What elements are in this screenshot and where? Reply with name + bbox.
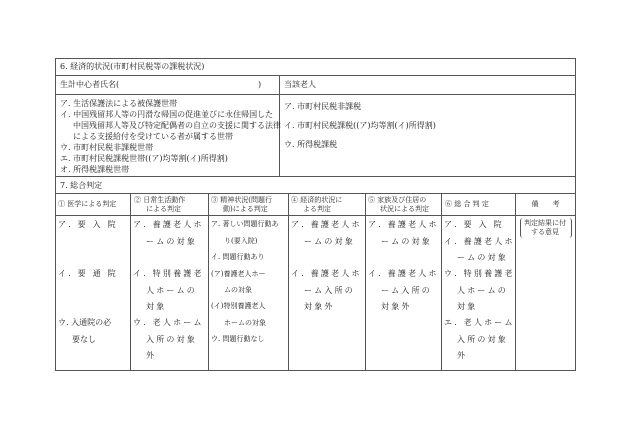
medical-option: ウ. 入通院の必 <box>58 318 112 327</box>
header-adl: ② 日常生活動作 <box>134 196 186 204</box>
economic-option: イ. 養護老人ホ <box>291 269 362 278</box>
economic-option-cont: ームの対象 <box>304 237 355 246</box>
rule <box>365 193 366 370</box>
rule <box>55 58 56 371</box>
family-option-cont: ームの対象 <box>381 237 432 246</box>
header-mental-sub: 動)による判定 <box>223 205 268 213</box>
target-label: 当該老人 <box>284 80 316 89</box>
overall-option-cont: ームの対象 <box>457 253 508 262</box>
mental-option-cont: (ア)養護老人ホー <box>211 270 266 278</box>
target-item: イ. 市町村民税課税((ア)均等割(イ)所得割) <box>284 121 436 130</box>
mental-option-cont: ホームの対象 <box>224 319 266 327</box>
target-item: ウ. 所得税課税 <box>284 140 338 149</box>
family-option-cont: 対象外 <box>381 302 412 311</box>
medical-option: イ. 要 通 院 <box>58 269 118 278</box>
rule <box>55 58 575 59</box>
rule <box>515 193 516 370</box>
adl-option-cont: 対象 <box>146 302 167 311</box>
rule <box>130 193 131 370</box>
family-option: イ. 養護老人ホ <box>368 269 439 278</box>
adl-option: ア. 養護老人ホ <box>133 220 204 229</box>
remarks-note: 判定結果に付 <box>524 219 566 227</box>
header-medical: ① 医学による判定 <box>58 200 117 208</box>
rule <box>55 94 575 95</box>
overall-option: ウ. 特別養護老 <box>444 269 515 278</box>
adl-option-cont: 外 <box>146 351 157 360</box>
adl-option: イ. 特別養護老 <box>133 269 204 278</box>
family-option: ア. 養護老人ホ <box>368 220 439 229</box>
overall-option-cont: 入所の対象 <box>457 335 508 344</box>
rule <box>55 370 575 371</box>
section7-title: 7. 総合判定 <box>60 181 103 190</box>
target-item: ア. 市町村民税非課税 <box>284 102 362 111</box>
overall-option-cont: 人ホームの <box>457 286 508 295</box>
mental-option-cont: り(要入院) <box>224 237 258 245</box>
header-overall: ⑥ 総 合 判 定 <box>445 200 489 208</box>
section6-title: 6. 経済的状況(市町村民税等の課税状況) <box>60 62 205 71</box>
header-economic: ④ 経済的状況に <box>291 196 343 204</box>
household-item: 中国残留邦人等及び特定配偶者の自立の支援に関する法律 <box>73 121 281 130</box>
mental-option: ア. 著しい問題行動あ <box>211 220 279 228</box>
overall-option: エ. 老人ホーム <box>444 318 515 327</box>
header-adl-sub: による判定 <box>146 205 181 213</box>
rule <box>55 176 575 177</box>
economic-option-cont: ーム入所の <box>304 286 355 295</box>
household-item: による支援給付を受けている者が属する世帯 <box>73 132 233 141</box>
overall-option-cont: 外 <box>457 351 468 360</box>
economic-option: ア. 養護老人ホ <box>291 220 362 229</box>
mental-option: イ. 問題行動あり <box>211 253 265 261</box>
mental-option: ウ. 問題行動なし <box>211 335 265 343</box>
mental-option-cont: (イ)特別養護老人 <box>211 302 266 310</box>
overall-option: イ. 養護老人ホ <box>444 237 515 246</box>
household-item: オ. 所得税課税世帯 <box>60 165 130 174</box>
header-remarks: 備 考 <box>531 200 560 208</box>
rule <box>575 58 576 371</box>
header-economic-sub: よる判定 <box>303 205 331 213</box>
householder-label: 生計中心者氏名( <box>60 80 120 89</box>
adl-option-cont: 入所の対象 <box>146 335 197 344</box>
rule <box>55 215 575 216</box>
remarks-note: する意見 <box>531 228 559 236</box>
rule <box>208 193 209 370</box>
header-family: ⑤ 家族及び住居の <box>368 196 427 204</box>
rule <box>441 193 442 370</box>
household-item: ウ. 市町村民税非課税世帯 <box>60 143 154 152</box>
family-option-cont: ーム入所の <box>381 286 432 295</box>
adl-option-cont: 人ホームの <box>146 286 197 295</box>
rule <box>288 193 289 370</box>
overall-option: ア. 要 入 院 <box>444 220 504 229</box>
household-item: イ. 中国残留邦人等の円滑な帰国の促進並びに永住帰国した <box>60 110 274 119</box>
header-mental: ③ 精神状況(問題行 <box>211 196 272 204</box>
adl-option: ウ. 老人ホーム <box>133 318 204 327</box>
medical-option: ア. 要 入 院 <box>58 220 118 229</box>
mental-option-cont: ムの対象 <box>224 286 252 294</box>
overall-option-cont: 対象 <box>457 302 478 311</box>
rule <box>55 193 575 194</box>
rule <box>55 75 575 76</box>
header-family-sub: 状況による判定 <box>380 205 429 213</box>
household-item: ア. 生活保護法による被保護世帯 <box>60 99 178 108</box>
household-item: エ. 市町村民税課税世帯((ア)均等割(イ)所得割) <box>60 154 228 163</box>
medical-option-cont: 要なし <box>72 335 96 344</box>
economic-option-cont: 対象外 <box>304 302 335 311</box>
adl-option-cont: ームの対象 <box>146 237 197 246</box>
householder-close: ) <box>258 80 262 89</box>
